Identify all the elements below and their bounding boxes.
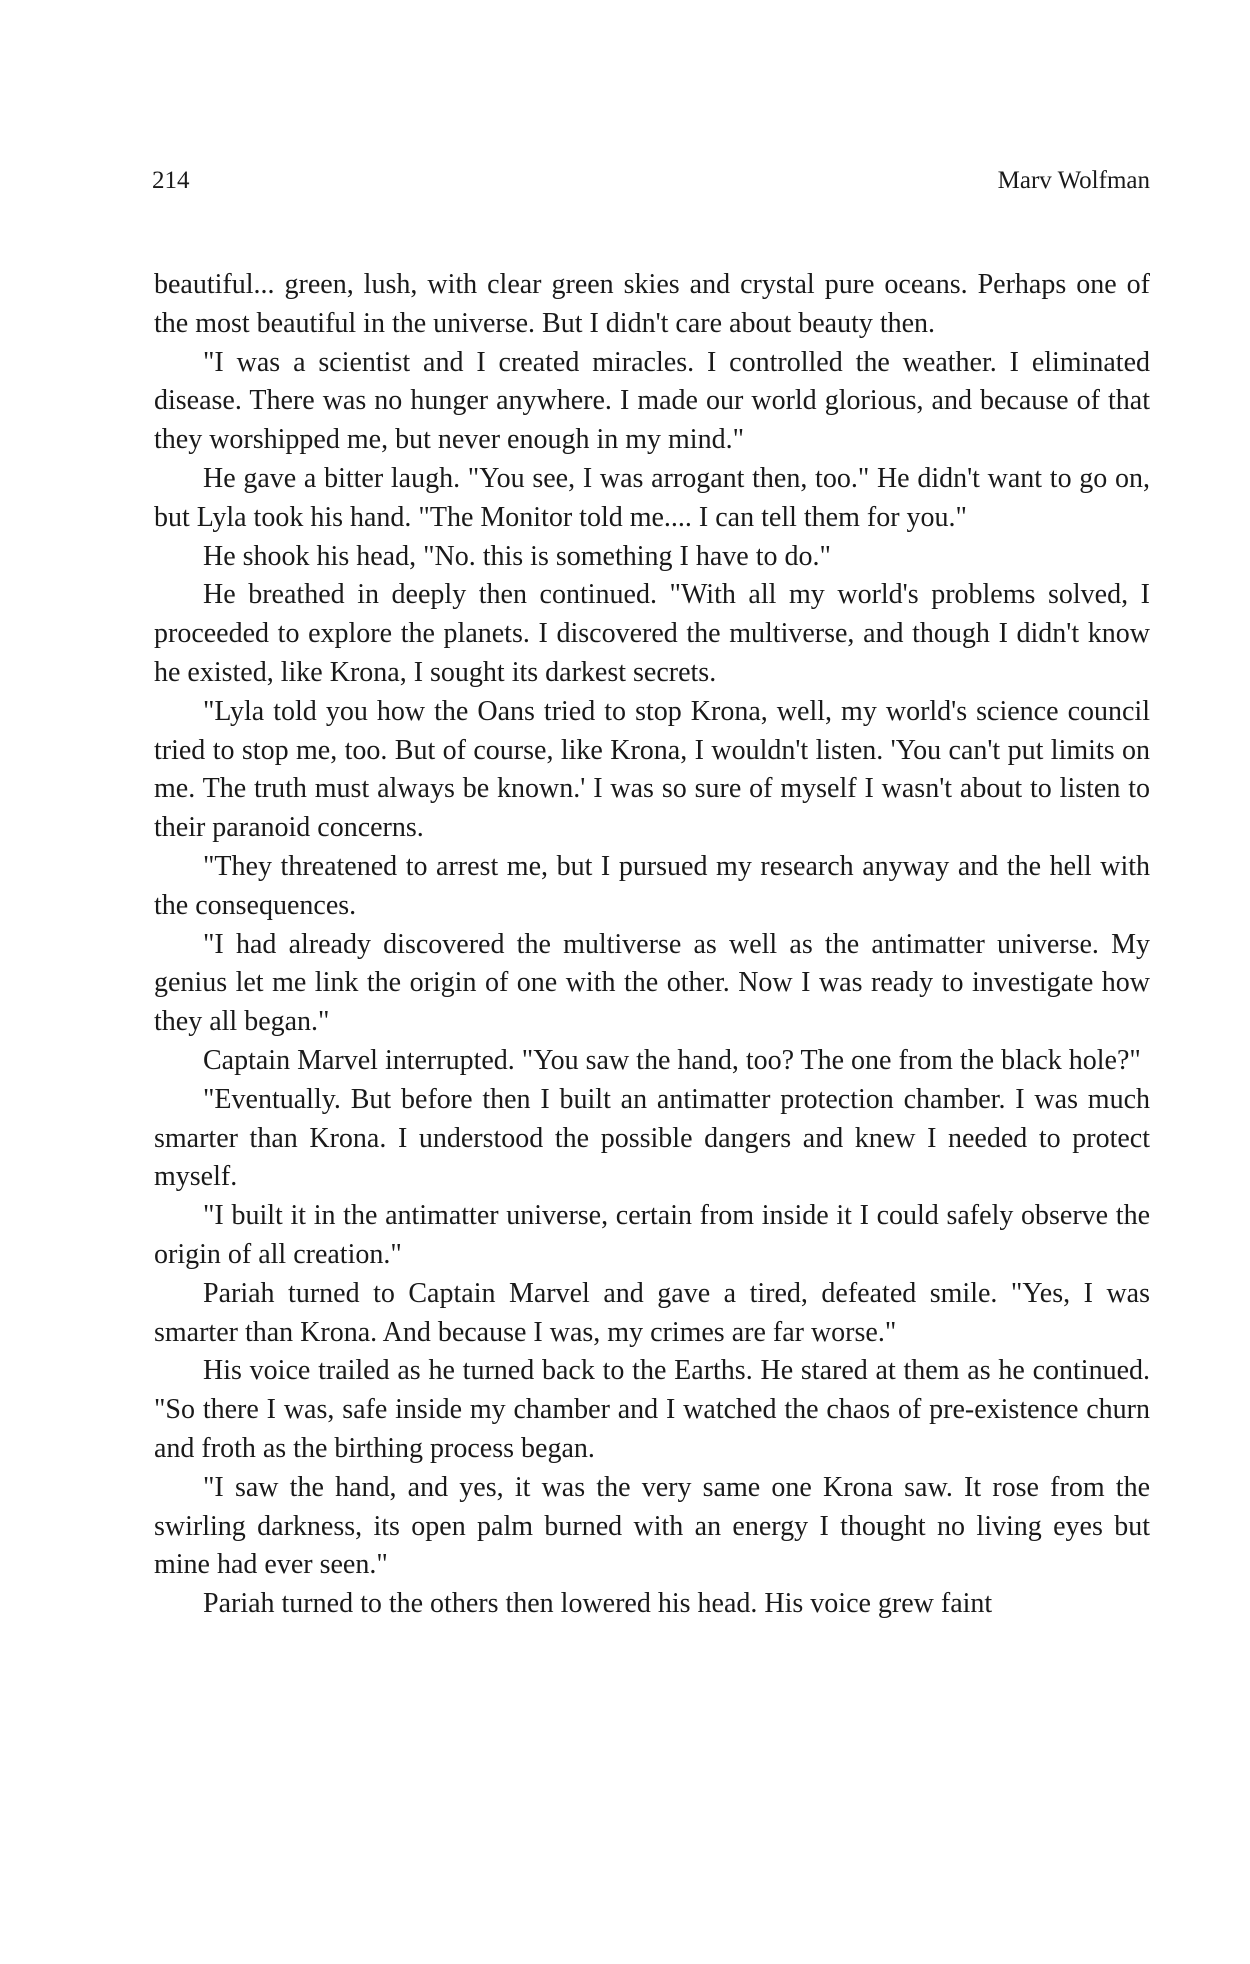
body-text [154,266,1150,1624]
paragraph-6: "Lyla told you how the Oans tried to stop Krona, well, my world's science council tried to stop me, too. But of course, like Krona, I wouldn't listen. 'You can't put limits on me. The truth must always be known.' I was so sure of myself I wasn't about to listen to their paranoid concerns. [154,695,1150,844]
paragraph-8: "I had already discovered the multiverse as well as the antimatter universe. My genius let me link the origin of one with the other. Now I was ready to investigate how they all began." [154,928,1150,1038]
paragraph-13: His voice trailed as he turned back to the Earths. He stared at them as he continued. "So there I was, safe inside my chamber and I watched the chaos of pre-existence churn and froth as the birthing process began. [154,1355,1150,1464]
paragraph-15: Pariah turned to the others then lowered his head. His voice grew faint [203,1588,993,1620]
paragraph-3: He gave a bitter laugh. "You see, I was arrogant then, too." He didn't want to go on, but Lyla took his hand. "The Monitor told me.... I can tell them for you." [154,462,1150,533]
paragraph-11: "I built it in the antimatter universe, certain from inside it I could safely observe the origin of all creation." [154,1200,1150,1270]
paragraph-5: He breathed in deeply then continued. "With all my world's problems solved, I proceeded to explore the planets. I discovered the multiverse, and though I didn't know he existed, like Krona, I sought its darkest secrets. [154,579,1150,688]
paragraph-10: "Eventually. But before then I built an antimatter protection chamber. I was much smarter than Krona. I understood the possible dangers and knew I needed to protect myself. [154,1083,1150,1193]
paragraph-14: "I saw the hand, and yes, it was the very same one Krona saw. It rose from the swirling darkness, its open palm burned with an energy I thought no living eyes but mine had ever seen." [154,1471,1150,1581]
paragraph-12: Pariah turned to Captain Marvel and gave a tired, defeated smile. "Yes, I was smarter than Krona. And because I was, my crimes are far worse." [154,1277,1150,1348]
paragraph-7: "They threatened to arrest me, but I pursued my research anyway and the hell with the consequences. [154,850,1150,921]
author-name: Marv Wolfman [997,167,1150,194]
running-head [152,163,1150,199]
paragraph-2: "I was a scientist and I created miracles. I controlled the weather. I eliminated disease. There was no hunger anywhere. I made our world glorious, and because of that they worshipped me, but never enough in my mind." [154,346,1150,456]
paragraph-9: Captain Marvel interrupted. "You saw the hand, too? The one from the black hole?" [203,1044,1141,1076]
paragraph-1: beautiful... green, lush, with clear green skies and crystal pure oceans. Perhaps one of the most beautiful in the universe. But I didn't care about beauty then. [154,269,1150,339]
page-number: 214 [152,167,190,194]
paragraph-4: He shook his head, "No. this is something I have to do." [203,540,831,572]
